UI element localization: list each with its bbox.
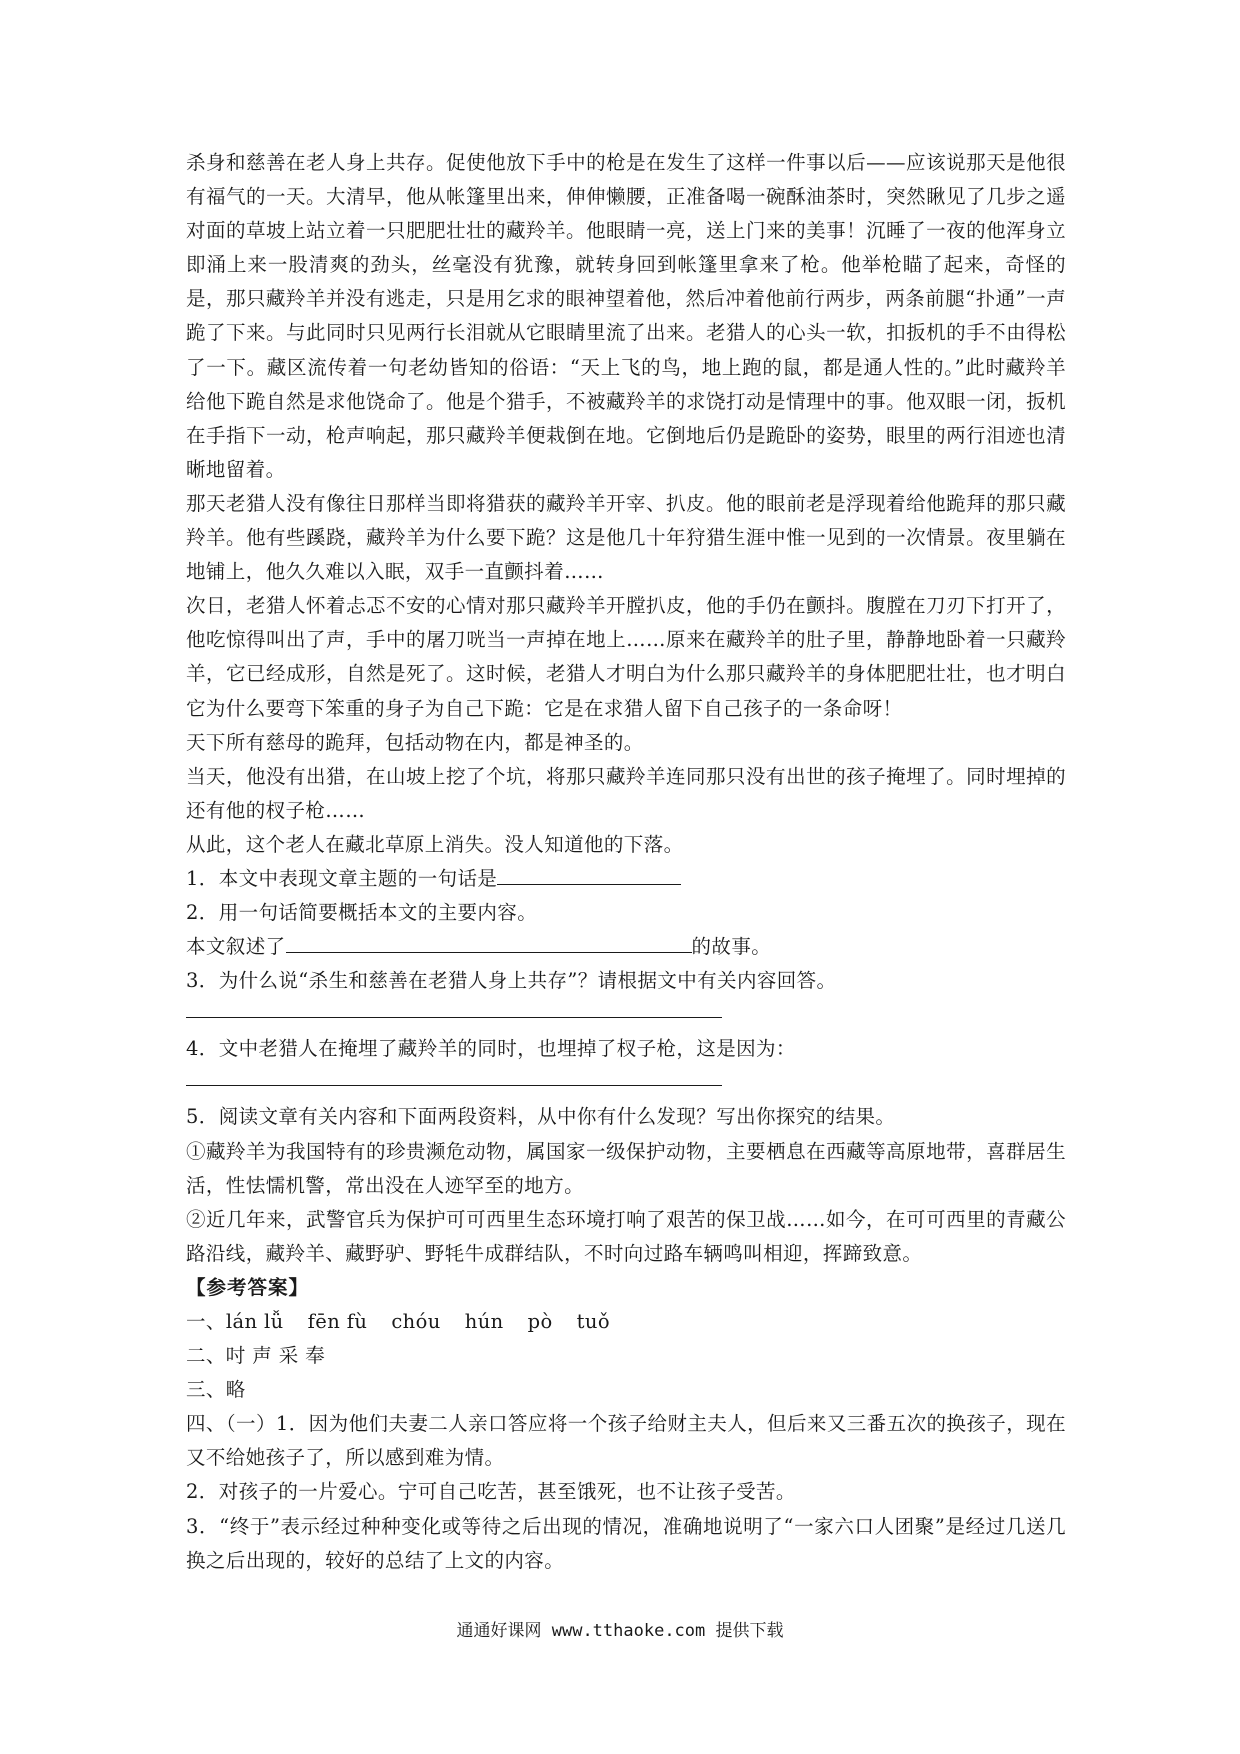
answer-rule-3 [186,1017,722,1018]
pinyin-item: tuǒ [576,1310,610,1333]
answer-2: 二、吋 声 采 奉 [186,1344,326,1368]
document-body [186,146,1066,1578]
question-2: 2．用一句话简要概括本文的主要内容。 [186,901,538,925]
answer-line-4[interactable] [186,1066,1066,1100]
story-paragraph-4: 天下所有慈母的跪拜，包括动物在内，都是神圣的。 [186,730,644,754]
pinyin-item: chóu [391,1310,441,1333]
question-1 [186,862,1066,896]
answer-4-3: 3．“终于”表示经过种种变化或等待之后出现的情况，准确地说明了“一家六口人团聚”是经过几送几换之后出现的，较好的总结了上文的内容。 [186,1514,1066,1572]
question-2-suffix: 的故事。 [691,935,772,959]
question-5: 5．阅读文章有关内容和下面两段资料，从中你有什么发现？写出你探究的结果。 [186,1105,896,1129]
question-3: 3．为什么说“杀生和慈善在老猎人身上共存”？请根据文中有关内容回答。 [186,969,837,993]
answer-3: 三、略 [186,1378,246,1402]
pinyin-item: lán lǚ [225,1310,284,1333]
story-paragraph-6: 从此，这个老人在藏北草原上消失。没人知道他的下落。 [186,832,684,856]
material-2: ②近几年来，武警官兵为保护可可西里生态环境打响了艰苦的保卫战……如今，在可可西里的青藏公路沿线，藏羚羊、藏野驴、野牦牛成群结队，不时向过路车辆鸣叫相迎，挥蹄致意。 [186,1207,1066,1265]
answers-heading: 【参考答案】 [186,1275,310,1299]
question-2-prefix: 本文叙述了 [186,935,286,959]
story-paragraph-2: 那天老猎人没有像往日那样当即将猎获的藏羚羊开宰、扒皮。他的眼前老是浮现着给他跪拜的那只藏羚羊。他有些蹊跷，藏羚羊为什么要下跪？这是他几十年狩猎生涯中惟一见到的一次情景。夜里躺在地铺上，他久久难以入眠，双手一直颤抖着…… [186,491,1066,584]
answer-1-pinyin [186,1305,1066,1339]
answer-4-1: 四、（一）1．因为他们夫妻二人亲口答应将一个孩子给财主夫人，但后来又三番五次的换孩子，现在又不给她孩子了，所以感到难为情。 [186,1412,1066,1470]
story-paragraph-1: 杀身和慈善在老人身上共存。促使他放下手中的枪是在发生了这样一件事以后——应该说那天是他很有福气的一天。大清早，他从帐篷里出来，伸伸懒腰，正准备喝一碗酥油茶时，突然瞅见了几步之遥对面的草坡上站立着一只肥肥壮壮的藏羚羊。他眼睛一亮，送上门来的美事！沉睡了一夜的他浑身立即涌上来一股清爽的劲头，丝毫没有犹豫，就转身回到帐篷里拿来了枪。他举枪瞄了起来，奇怪的是，那只藏羚羊并没有逃走，只是用乞求的眼神望着他，然后冲着他前行两步，两条前腿“扑通”一声跪了下来。与此同时只见两行长泪就从它眼睛里流了出来。老猎人的心头一软，扣扳机的手不由得松了一下。藏区流传着一句老幼皆知的俗语：“天上飞的鸟，地上跑的鼠，都是通人性的。”此时藏羚羊给他下跪自然是求他饶命了。他是个猎手，不被藏羚羊的求饶打动是情理中的事。他双眼一闭，扳机在手指下一动，枪声响起，那只藏羚羊便栽倒在地。它倒地后仍是跪卧的姿势，眼里的两行泪迹也清晰地留着。 [186,151,1066,481]
answer-line-3[interactable] [186,998,1066,1032]
question-4: 4．文中老猎人在掩埋了藏羚羊的同时，也埋掉了杈子枪，这是因为： [186,1037,796,1061]
story-paragraph-3: 次日，老猎人怀着忐忑不安的心情对那只藏羚羊开膛扒皮，他的手仍在颤抖。腹膛在刀刃下打开了，他吃惊得叫出了声，手中的屠刀咣当一声掉在地上……原来在藏羚羊的肚子里，静静地卧着一只藏羚羊，它已经成形，自然是死了。这时候，老猎人才明白为什么那只藏羚羊的身体肥肥壮壮，也才明白它为什么要弯下笨重的身子为自己下跪：它是在求猎人留下自己孩子的一条命呀！ [186,594,1066,720]
answer-1-label: 一、 [186,1310,226,1333]
pinyin-item: fēn fù [307,1310,368,1333]
page-footer: 通通好课网 www.tthaoke.com 提供下载 [456,1621,784,1641]
material-1: ①藏羚羊为我国特有的珍贵濒危动物，属国家一级保护动物，主要栖息在西藏等高原地带，喜群居生活，性怯懦机警，常出没在人迹罕至的地方。 [186,1139,1066,1197]
answer-rule-4 [186,1085,722,1086]
question-2-fill [186,930,1066,964]
story-paragraph-5: 当天，他没有出猎，在山坡上挖了个坑，将那只藏羚羊连同那只没有出世的孩子掩埋了。同时埋掉的还有他的杈子枪…… [186,764,1066,822]
pinyin-item: pò [527,1310,553,1333]
pinyin-item: hún [464,1310,504,1333]
answer-blank-2[interactable] [286,932,692,953]
question-1-text: 1．本文中表现文章主题的一句话是 [186,866,498,890]
answer-blank-1[interactable] [497,864,681,885]
answer-4-2: 2．对孩子的一片爱心。宁可自己吃苦，甚至饿死，也不让孩子受苦。 [186,1480,796,1504]
